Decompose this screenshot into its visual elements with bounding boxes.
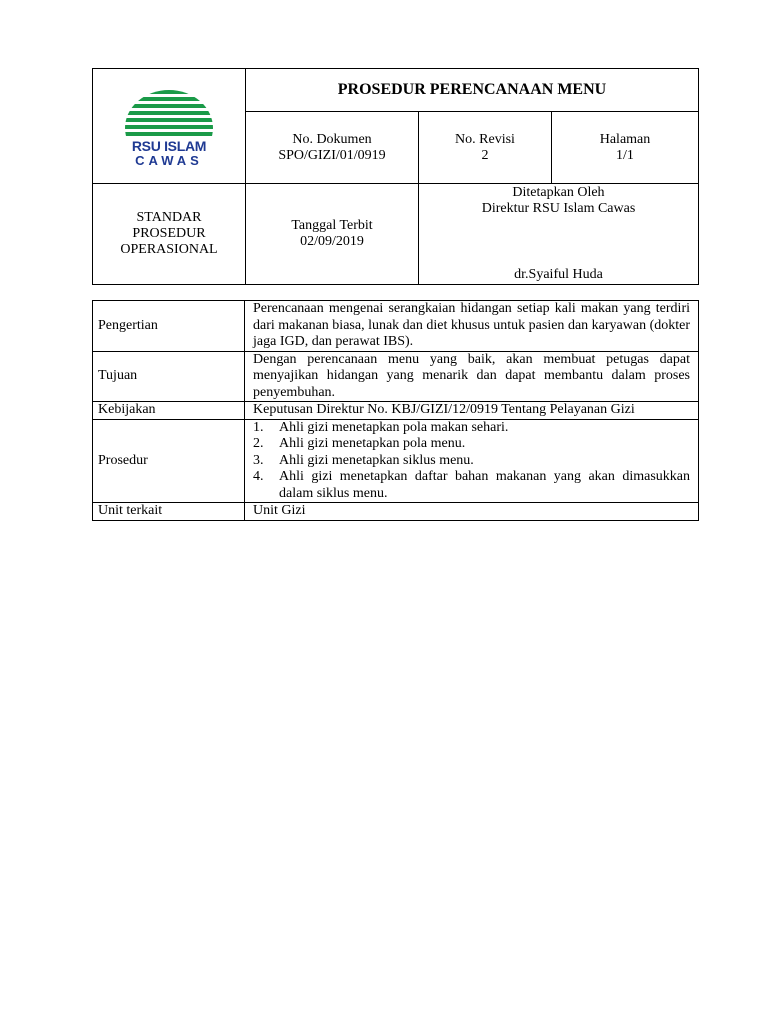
table-row (93, 503, 699, 521)
logo-text-line1: RSU ISLAM (131, 137, 207, 154)
list-item-text: Ahli gizi menetapkan pola makan sehari. (279, 419, 509, 435)
prosedur-label: Prosedur (93, 419, 245, 503)
list-item-text: Ahli gizi menetapkan pola menu. (279, 436, 466, 451)
doc-number-label: No. Dokumen (292, 131, 372, 147)
kebijakan-text: Keputusan Direktur No. KBJ/GIZI/12/0919 Tentang Pelayanan Gizi (245, 402, 699, 420)
revision-value: 2 (481, 147, 489, 163)
document-title: PROSEDUR PERENCANAAN MENU (246, 69, 699, 112)
sop-line2: PROSEDUR (132, 226, 206, 241)
list-item-number: 3. (253, 452, 264, 468)
list-item (253, 420, 690, 437)
issue-date-cell (246, 184, 419, 285)
approved-by-name: dr.Syaiful Huda (514, 267, 603, 282)
hospital-logo (119, 78, 219, 170)
doc-number-value: SPO/GIZI/01/0919 (278, 147, 386, 163)
sop-line1: STANDAR (136, 210, 202, 225)
doc-number-cell (246, 112, 419, 184)
header-table (92, 68, 699, 285)
sop-cell (93, 184, 246, 285)
list-item (253, 436, 690, 453)
list-item-number: 1. (253, 419, 264, 435)
page-label: Halaman (599, 131, 651, 147)
list-item (253, 469, 690, 502)
page-value: 1/1 (616, 147, 634, 163)
issue-date-label: Tanggal Terbit (291, 218, 373, 233)
pengertian-label: Pengertian (93, 301, 245, 352)
list-item-text: Ahli gizi menetapkan daftar bahan makanan yang akan dimasukkan dalam siklus menu. (279, 469, 690, 501)
revision-cell (419, 112, 552, 184)
approved-by-label: Ditetapkan Oleh (512, 185, 605, 200)
body-table (92, 300, 699, 521)
kebijakan-label: Kebijakan (93, 402, 245, 420)
tujuan-text: Dengan perencanaan menu yang baik, akan membuat petugas dapat menyajikan hidangan yang menarik dan dapat membantu dalam proses penyembuhan. (245, 351, 699, 402)
table-row (93, 419, 699, 503)
list-item-number: 4. (253, 469, 264, 484)
unit-label: Unit terkait (93, 503, 245, 521)
list-item-text: Ahli gizi menetapkan siklus menu. (279, 452, 474, 468)
prosedur-list (253, 420, 690, 503)
table-row (93, 301, 699, 352)
table-row (93, 351, 699, 402)
table-row (93, 402, 699, 420)
revision-label: No. Revisi (455, 131, 515, 147)
list-item-number: 2. (253, 436, 264, 451)
logo-stripes-icon (119, 78, 219, 138)
approval-cell (419, 184, 699, 285)
logo-cell (93, 69, 246, 184)
logo-text-line2: CAWAS (135, 152, 203, 168)
approved-by-title: Direktur RSU Islam Cawas (481, 201, 636, 216)
issue-date-value: 02/09/2019 (300, 234, 364, 249)
sop-line3: OPERASIONAL (120, 242, 218, 257)
list-item (253, 453, 690, 470)
pengertian-text: Perencanaan mengenai serangkaian hidangan setiap kali makan yang terdiri dari makanan biasa, lunak dan diet khusus untuk pasien dan karyawan (dokter jaga IGD, dan perawat IBS). (245, 301, 699, 352)
tujuan-label: Tujuan (93, 351, 245, 402)
prosedur-list-cell (245, 419, 699, 503)
page-cell (552, 112, 699, 184)
unit-text: Unit Gizi (245, 503, 699, 521)
